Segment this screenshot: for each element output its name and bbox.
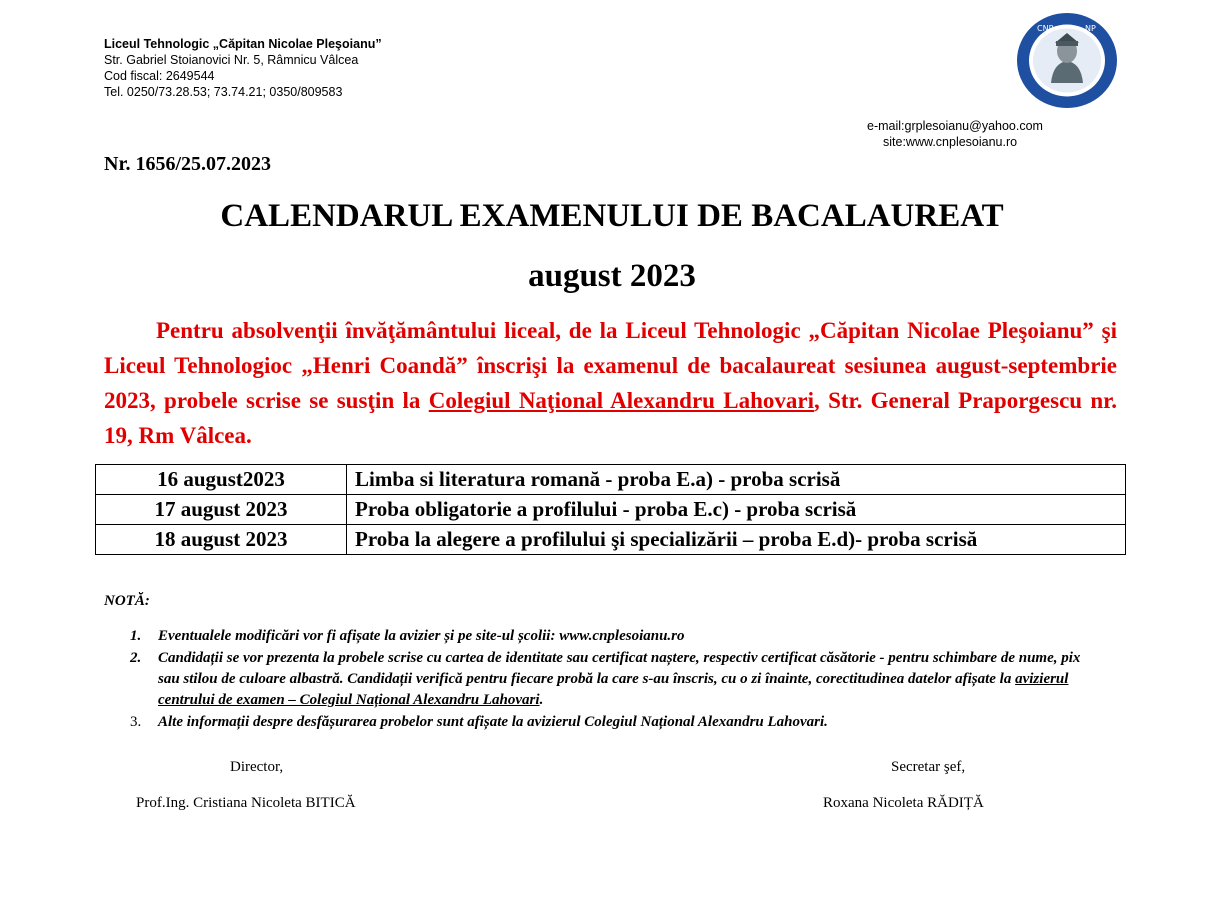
fiscal-code: Cod fiscal: 2649544 — [104, 69, 215, 83]
svg-text:CNP: CNP — [1037, 24, 1054, 33]
intro-paragraph — [104, 313, 1117, 453]
intro-text: Pentru absolvenţii învăţământului liceal, de la Liceul Tehnologic „Căpitan Nicolae Pleşoianu” şi Liceul Tehnologioc „Henri Coandă” înscrişi la examenul de bacalaureat sesiunea august-septembrie 2023, probele scrise se susţin la — [104, 318, 1117, 413]
email-address: e-mail:grplesoianu@yahoo.com — [867, 119, 1043, 133]
secretary-name: Roxana Nicoleta RĂDIȚĂ — [823, 795, 984, 811]
document-subtitle: august 2023 — [528, 258, 696, 294]
school-seal-icon — [1015, 11, 1119, 110]
note-number: 2. — [130, 650, 142, 666]
note-label: NOTĂ: — [104, 593, 150, 609]
exam-subject: Proba la alegere a profilului şi specializării – proba E.d)- proba scrisă — [347, 525, 1126, 555]
note-number: 1. — [130, 628, 142, 644]
note-tail: . — [539, 692, 544, 708]
exam-date: 16 august2023 — [96, 465, 347, 495]
exam-center-address: , Str. General Praporgescu nr. 19, Rm Vâlcea. — [104, 388, 1118, 448]
table-row — [96, 495, 1126, 525]
exam-subject: Proba obligatorie a profilului - proba E.c) - proba scrisă — [347, 495, 1126, 525]
website-address: site:www.cnplesoianu.ro — [883, 135, 1018, 149]
contact-info — [867, 118, 1043, 150]
notes-list — [130, 626, 1100, 734]
phone-numbers: Tel. 0250/73.28.53; 73.74.21; 0350/809583 — [104, 85, 343, 99]
exam-subject: Limba si literatura romană - proba E.a) - proba scrisă — [347, 465, 1126, 495]
exam-date: 18 august 2023 — [96, 525, 347, 555]
list-item — [130, 712, 1100, 733]
note-text: Candidații se vor prezenta la probele scrise cu cartea de identitate sau certificat naștere, respectiv certificat căsătorie - pentru schimbare de nume, pix sau stilou de culoare albastră. Candidații verifică pentru fiecare probă la care s-au înscris, cu o zi înainte, corectitudinea datelor afișate la — [158, 650, 1081, 687]
exam-center-name: Colegiul Naţional Alexandru Lahovari — [428, 388, 815, 413]
school-name: Liceul Tehnologic „Căpitan Nicolae Pleşoianu” — [104, 37, 382, 51]
school-address: Str. Gabriel Stoianovici Nr. 5, Râmnicu Vâlcea — [104, 53, 359, 67]
list-item — [130, 648, 1100, 711]
list-item — [130, 626, 1100, 647]
director-name: Prof.Ing. Cristiana Nicoleta BITICĂ — [136, 795, 356, 811]
exam-date: 17 august 2023 — [96, 495, 347, 525]
table-row — [96, 525, 1126, 555]
secretary-title: Secretar şef, — [891, 759, 966, 775]
note-text: Eventualele modificări vor fi afișate la avizier și pe site-ul școlii: www.cnplesoianu.ro — [158, 628, 685, 644]
exam-schedule-table — [95, 464, 1126, 555]
document-title: CALENDARUL EXAMENULUI DE BACALAUREAT — [220, 198, 1004, 234]
document-number: Nr. 1656/25.07.2023 — [104, 153, 272, 175]
school-header — [104, 36, 382, 100]
svg-text:NP: NP — [1085, 24, 1096, 33]
note-number: 3. — [130, 714, 142, 730]
note-underlined-text: avizierul centrului de examen – Colegiul Național Alexandru Lahovari — [158, 671, 1069, 708]
note-text: Alte informații despre desfășurarea probelor sunt afișate la avizierul Colegiul Național Alexandru Lahovari. — [158, 714, 828, 730]
table-row — [96, 465, 1126, 495]
director-title: Director, — [230, 759, 284, 775]
